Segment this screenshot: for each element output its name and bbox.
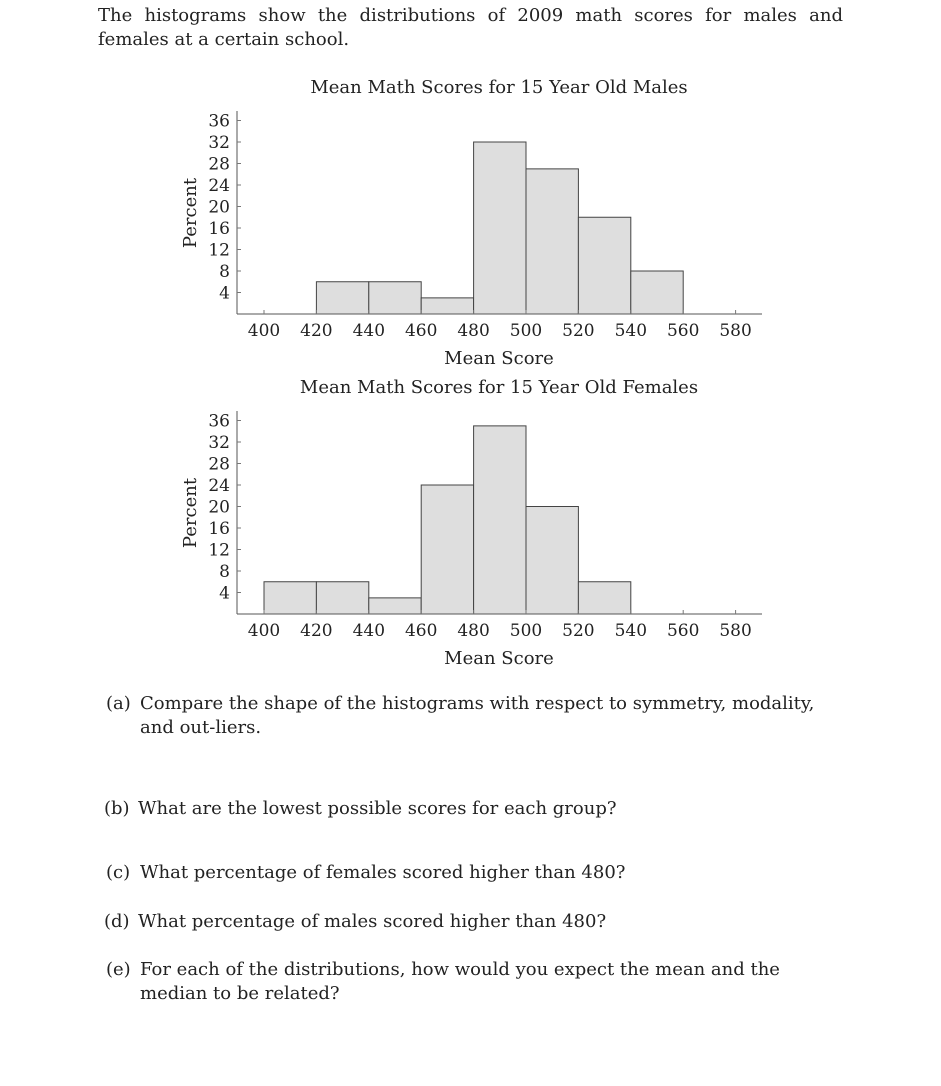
histogram-bar [474,142,526,314]
y-tick-label: 20 [208,197,230,218]
x-tick-label: 540 [614,321,648,341]
males-histogram [0,70,941,370]
x-axis-label: Mean Score [444,348,554,369]
x-tick-label: 400 [247,321,281,341]
y-tick-label: 12 [208,540,230,561]
question-a [106,692,846,742]
y-tick-label: 8 [219,562,230,582]
x-tick-label: 540 [614,621,648,641]
y-tick-label: 28 [208,454,230,475]
x-tick-label: 440 [352,321,386,341]
x-tick-label: 560 [666,621,700,641]
histogram-bar [421,298,473,314]
females-histogram [0,370,941,670]
y-tick-label: 4 [219,283,230,304]
histogram-bar [631,271,683,314]
y-tick-label: 8 [219,262,230,282]
question-b [104,797,844,823]
y-tick-label: 20 [208,497,230,518]
question-text: What percentage of males scored higher than 480? [138,911,607,932]
question-text: Compare the shape of the histograms with respect to symmetry, modality, and out-liers. [140,693,815,738]
x-tick-label: 460 [404,621,438,641]
x-tick-label: 420 [300,321,333,341]
y-tick-label: 28 [208,154,230,175]
x-axis-label: Mean Score [444,648,554,669]
y-tick-label: 12 [208,240,230,261]
chart-title: Mean Math Scores for 15 Year Old Males [310,77,688,98]
x-tick-label: 520 [562,321,595,341]
question-label: (e) [106,959,131,980]
histogram-bar [421,485,473,614]
intro-text: The histograms show the distributions of 2009 math scores for males and females at a certain school. [98,5,843,50]
histogram-bar [526,507,578,615]
x-tick-label: 500 [509,321,543,341]
y-tick-label: 16 [208,519,230,539]
y-tick-label: 16 [208,219,230,239]
y-axis-label: Percent [180,177,201,249]
question-text: For each of the distributions, how would you expect the mean and the median to be related? [140,959,780,1004]
histogram-bar [526,169,578,314]
y-tick-label: 24 [208,176,230,196]
question-label: (a) [106,693,131,714]
x-tick-label: 520 [562,621,595,641]
x-tick-label: 500 [509,621,543,641]
question-e [106,958,846,1008]
y-tick-label: 36 [208,111,230,132]
y-tick-label: 32 [208,433,230,453]
question-c [106,861,846,887]
x-tick-label: 460 [404,321,438,341]
question-text: What percentage of females scored higher than 480? [140,862,626,883]
y-tick-label: 24 [208,476,230,496]
question-d [104,910,844,936]
y-tick-label: 32 [208,133,230,153]
histogram-bar [264,582,316,614]
x-tick-label: 560 [666,321,700,341]
histogram-bar [316,582,368,614]
question-text: What are the lowest possible scores for each group? [138,798,617,819]
x-tick-label: 480 [457,321,490,341]
x-tick-label: 400 [247,621,281,641]
histogram-bar [474,426,526,614]
question-label: (d) [104,911,130,932]
question-label: (b) [104,798,130,819]
x-tick-label: 480 [457,621,490,641]
y-tick-label: 4 [219,583,230,604]
histogram-bar [578,582,630,614]
histogram-bar [369,282,421,314]
x-tick-label: 440 [352,621,386,641]
y-axis-label: Percent [180,477,201,549]
histogram-bar [578,217,630,314]
histogram-bar [369,598,421,614]
histogram-bar [316,282,368,314]
question-label: (c) [106,862,131,883]
x-tick-label: 580 [719,621,752,641]
x-tick-label: 420 [300,621,333,641]
chart-title: Mean Math Scores for 15 Year Old Females [299,377,699,398]
x-tick-label: 580 [719,321,752,341]
y-tick-label: 36 [208,411,230,432]
